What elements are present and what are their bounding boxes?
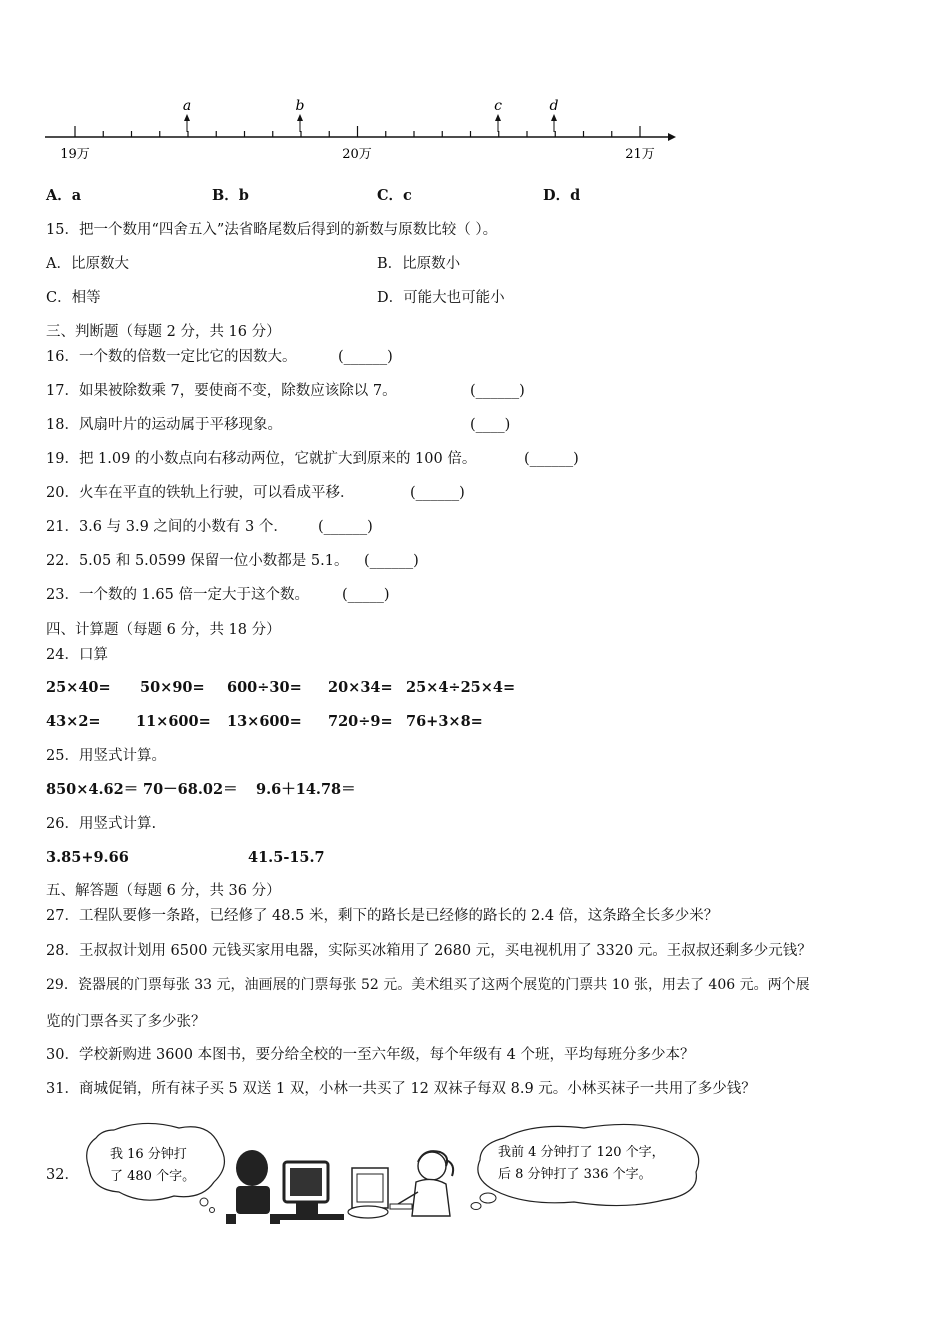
q26-text: 26．用竖式计算. (46, 816, 157, 832)
number-line-ticks (75, 126, 640, 137)
tick-label-20wan: 20万 (342, 147, 372, 162)
q17-text: 17．如果被除数乘 7，要使商不变，除数应该除以 7。 (46, 383, 397, 399)
q22-text: 22．5.05 和 5.0599 保留一位小数都是 5.1。 (46, 553, 349, 569)
q26-item: 41.5-15.7 (248, 849, 325, 866)
marker-d-label: d (549, 98, 559, 114)
q26-item: 3.85+9.66 (46, 849, 129, 866)
q24-row2-item: 11×600= (136, 713, 211, 730)
q23-blank: (_____) (342, 587, 390, 603)
tick-label-19wan: 19万 (60, 147, 90, 162)
q15-option-d: D．可能大也可能小 (377, 290, 505, 306)
marker-c-label: c (494, 98, 502, 114)
q24-row1-item: 20×34= (328, 679, 393, 696)
q25-text: 25．用竖式计算。 (46, 748, 166, 764)
q15-stem: 15．把一个数用“四舍五入”法省略尾数后得到的新数与原数比较（ ）。 (46, 222, 498, 238)
right-bubble-line2: 后 8 分钟打了 336 个字。 (498, 1167, 652, 1182)
left-bubble-line1: 我 16 分钟打 (110, 1147, 187, 1162)
q21-text: 21．3.6 与 3.9 之间的小数有 3 个． (46, 519, 288, 535)
q32-illustration (84, 1120, 704, 1225)
q17-blank: (______) (470, 383, 525, 399)
q16-blank: (______) (338, 349, 393, 365)
q24-row2-item: 720÷9= (328, 713, 393, 730)
q22-blank: (______) (364, 553, 419, 569)
q15-option-c: C．相等 (46, 290, 101, 306)
marker-d (550, 98, 559, 132)
q32-label: 32． (46, 1167, 79, 1183)
q14-option-b: B．b (212, 187, 249, 204)
q31-text: 31．商城促销，所有袜子买 5 双送 1 双，小林一共买了 12 双袜子每双 8.9 元。小林买袜子一共用了多少钱？ (46, 1081, 756, 1097)
right-bubble-line1: 我前 4 分钟打了 120 个字， (498, 1145, 665, 1160)
q24-row2-item: 76+3×8= (406, 713, 483, 730)
q27-text: 27．工程队要修一条路，已经修了 48.5 米，剩下的路长是已经修的路长的 2.4 倍，这条路全长多少米？ (46, 908, 719, 924)
boy-at-computer (226, 1150, 344, 1224)
q18-text: 18．风扇叶片的运动属于平移现象。 (46, 417, 282, 433)
q29-line1: 29．瓷器展的门票每张 33 元，油画展的门票每张 52 元。美术组买了这两个展览的门票共 10 张，用去了 406 元。两个展 (46, 977, 810, 993)
q18-blank: (____) (470, 417, 511, 433)
q30-text: 30．学校新购进 3600 本图书，要分给全校的一至六年级，每个年级有 4 个班，平均每班分多少本？ (46, 1047, 695, 1063)
q19-text: 19．把 1.09 的小数点向右移动两位，它就扩大到原来的 100 倍。 (46, 451, 477, 467)
q15-option-a: A．比原数大 (46, 256, 129, 272)
right-speech-bubble (471, 1124, 699, 1209)
q20-text: 20．火车在平直的铁轨上行驶，可以看成平移． (46, 485, 355, 501)
q24-row2-item: 43×2= (46, 713, 101, 730)
q14-option-c: C．c (377, 187, 412, 204)
q28-text: 28．王叔叔计划用 6500 元钱买家用电器，实际买冰箱用了 2680 元，买电视机用了 3320 元。王叔叔还剩多少元钱？ (46, 943, 812, 959)
q24-row1-item: 600÷30= (227, 679, 302, 696)
number-line-figure (40, 92, 680, 172)
q25-item: 850×4.62＝ (46, 781, 139, 798)
marker-c (494, 98, 502, 132)
q14-option-d: D．d (543, 187, 581, 204)
q16-text: 16．一个数的倍数一定比它的因数大。 (46, 349, 297, 365)
section4-title: 四、计算题（每题 6 分，共 18 分） (46, 622, 281, 638)
section3-title: 三、判断题（每题 2 分，共 16 分） (46, 324, 281, 340)
q24-row1-item: 25×4÷25×4= (406, 679, 516, 696)
marker-b (296, 98, 305, 132)
marker-a-label: a (182, 98, 192, 114)
girl-at-computer (348, 1151, 453, 1218)
marker-a (183, 98, 191, 132)
q24-row1-item: 50×90= (140, 679, 205, 696)
q20-blank: (______) (410, 485, 465, 501)
q21-blank: (______) (318, 519, 373, 535)
q25-item: 9.6＋14.78＝ (256, 781, 356, 798)
marker-b-label: b (295, 98, 305, 114)
q19-blank: (______) (524, 451, 579, 467)
section5-title: 五、解答题（每题 6 分，共 36 分） (46, 883, 281, 899)
number-line-arrowhead (668, 133, 676, 141)
q25-item: 70－68.02＝ (143, 781, 238, 798)
q29-line2: 览的门票各买了多少张？ (46, 1014, 206, 1030)
q15-option-b: B．比原数小 (377, 256, 461, 272)
q24-row1-item: 25×40= (46, 679, 111, 696)
left-speech-bubble (87, 1123, 225, 1212)
q24-row2-item: 13×600= (227, 713, 302, 730)
q14-option-a: A．a (46, 187, 82, 204)
q23-text: 23．一个数的 1.65 倍一定大于这个数。 (46, 587, 309, 603)
tick-label-21wan: 21万 (625, 147, 655, 162)
left-bubble-line2: 了 480 个字。 (110, 1169, 196, 1184)
q24-text: 24．口算 (46, 647, 108, 663)
